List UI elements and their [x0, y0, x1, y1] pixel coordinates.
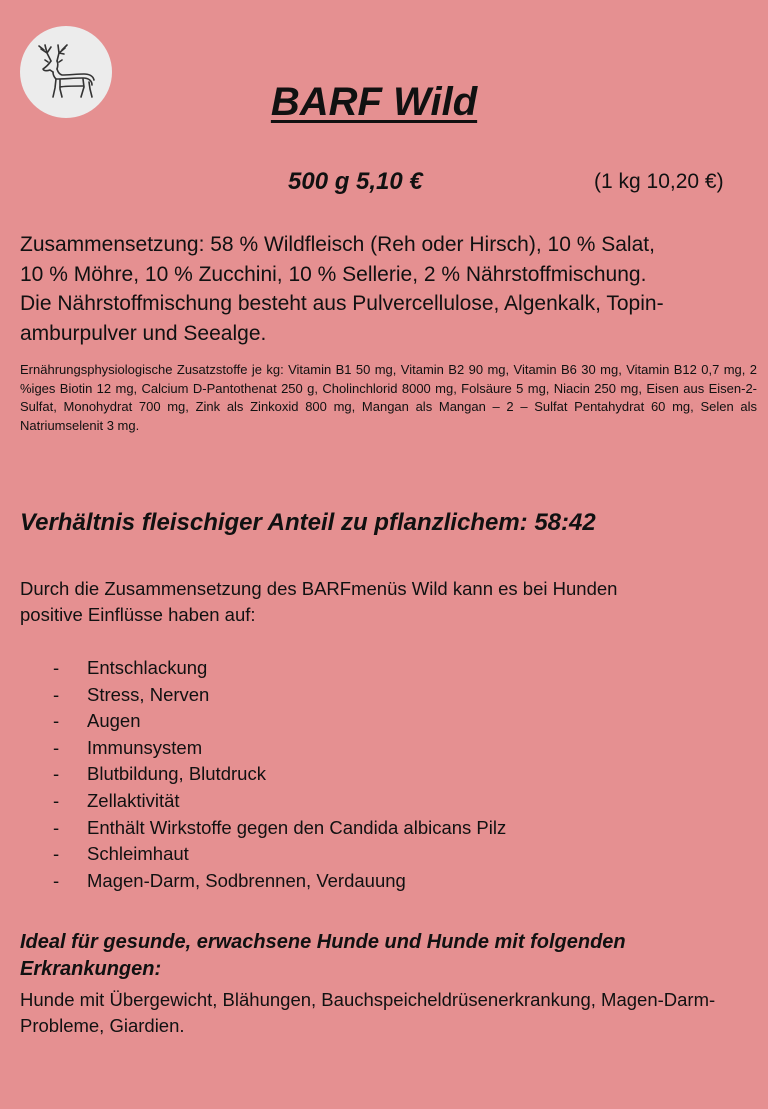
list-dash: -	[53, 657, 60, 678]
intro-text	[20, 576, 740, 628]
composition-line: 10 % Möhre, 10 % Zucchini, 10 % Sellerie, 2 % Nährstoffmischung.	[20, 262, 647, 286]
additives-text: Ernährungsphysiologische Zusatzstoffe je kg: Vitamin B1 50 mg, Vitamin B2 90 mg, Vitamin B6 30 mg, Vitamin B12 0,7 mg, 2 %iges Biotin 12 mg, Calcium D-Pantothenat 250 g, Cholinchlorid 8000 mg, Folsäure 5 mg, Niacin 250 mg, Eisen aus Eisen-2-Sulfat, Monohydrat 700 mg, Zink als Zinkoxid 800 mg, Mangan als Mangan – 2 – Sulfat Pentahydrat 60 mg, Selen als Natriumselenit 3 mg.	[20, 362, 757, 433]
list-item-text: Blutbildung, Blutdruck	[87, 763, 266, 785]
list-item-text: Immunsystem	[87, 736, 203, 758]
list-dash: -	[53, 683, 60, 705]
list-item-text: Schleimhaut	[87, 843, 189, 865]
list-dash: -	[53, 789, 60, 811]
list-item-text: Zellaktivität	[87, 789, 180, 811]
list-item-text: Enthält Wirkstoffe gegen den Candida albicans Pilz	[87, 816, 507, 838]
list-item	[20, 708, 506, 735]
price-main: 500 g 5,10 €	[288, 168, 423, 195]
composition-line: amburpulver und Seealge.	[20, 321, 267, 345]
page-title: BARF Wild	[270, 80, 478, 124]
list-dash: -	[53, 736, 60, 758]
price-per-kg: (1 kg 10,20 €)	[594, 170, 724, 193]
ratio-heading: Verhältnis fleischiger Anteil zu pflanzlichem: 58:42	[20, 509, 596, 536]
composition-text	[20, 230, 760, 348]
ideal-text: Hunde mit Übergewicht, Blähungen, Bauchspeicheldrüsenerkrankung, Magen-Darm-Probleme, Giardien.	[20, 989, 716, 1036]
list-dash: -	[53, 710, 60, 732]
list-item	[20, 682, 506, 709]
list-dash: -	[53, 843, 60, 865]
composition-line: Zusammensetzung: 58 % Wildfleisch (Reh oder Hirsch), 10 % Salat,	[20, 233, 655, 256]
list-item	[20, 788, 506, 815]
benefits-list	[20, 655, 506, 894]
composition-line: Die Nährstoffmischung besteht aus Pulvercellulose, Algenkalk, Topin-	[20, 292, 664, 315]
list-item	[20, 815, 506, 842]
list-item-text: Augen	[87, 710, 141, 732]
intro-line: Durch die Zusammensetzung des BARFmenüs Wild kann es bei Hunden	[20, 578, 618, 599]
list-dash: -	[53, 816, 60, 838]
list-item	[20, 655, 506, 682]
list-dash: -	[53, 869, 60, 891]
list-item	[20, 761, 506, 788]
ideal-heading: Ideal für gesunde, erwachsene Hunde und Hunde mit folgenden Erkrankungen:	[20, 931, 626, 980]
list-dash: -	[53, 763, 60, 785]
list-item-text: Entschlackung	[87, 657, 208, 678]
list-item-text: Stress, Nerven	[87, 683, 210, 705]
intro-line: positive Einflüsse haben auf:	[20, 604, 256, 625]
list-item	[20, 841, 506, 868]
list-item	[20, 735, 506, 762]
list-item-text: Magen-Darm, Sodbrennen, Verdauung	[87, 869, 406, 891]
list-item	[20, 868, 506, 895]
